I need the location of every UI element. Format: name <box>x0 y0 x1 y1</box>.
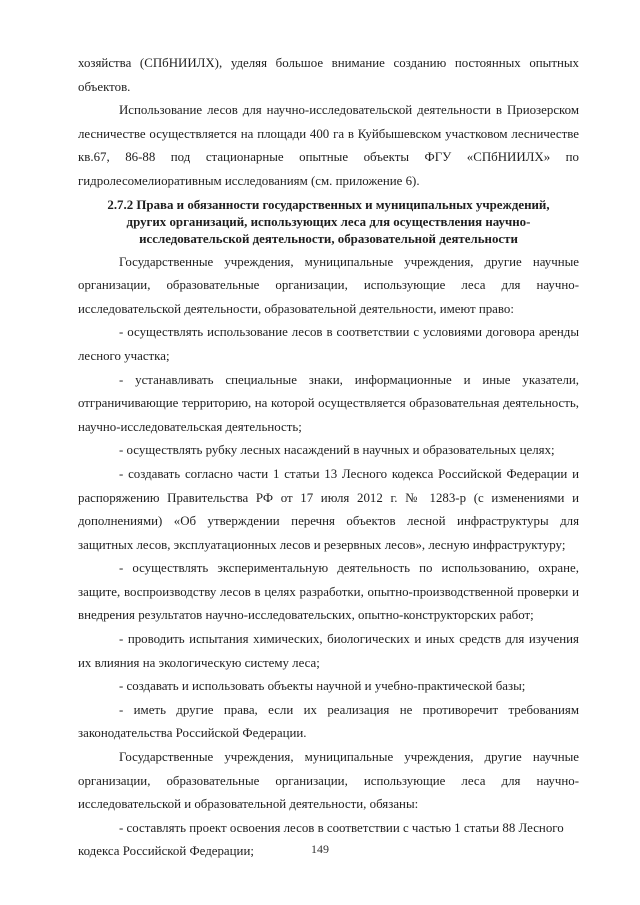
list-item-right-7: - создавать и использовать объекты научной и учебно-практической базы; <box>119 679 526 694</box>
list-item-right-2: - устанавливать специальные знаки, информационные и иные указатели, отграничивающие территорию, на которой осуществляется образовательная деятельность, научно-исследовательская деятельность; <box>78 372 579 434</box>
list-item-right-3: - осуществлять рубку лесных насаждений в научных и образовательных целях; <box>119 443 555 458</box>
paragraph-obligations-intro: Государственные учреждения, муниципальные учреждения, другие научные организации, образовательные организации, использующие леса для научно-исследовательской и образовательной деятельности, обязаны: <box>78 750 579 812</box>
document-page <box>78 52 579 864</box>
list-item-right-6: - проводить испытания химических, биологических и иных средств для изучения их влияния на экологическую систему леса; <box>78 632 579 670</box>
list-item-right-1: - осуществлять использование лесов в соответствии с условиями договора аренды лесного участка; <box>78 325 579 363</box>
list-item-obligation-1: - составлять проект освоения лесов в соответствии с частью 1 статьи 88 Лесного кодекса Российской Федерации; <box>78 820 564 859</box>
paragraph-continuation: хозяйства (СПбНИИЛХ), уделяя большое внимание созданию постоянных опытных объектов. <box>78 56 579 94</box>
section-heading: 2.7.2 Права и обязанности государственных и муниципальных учреждений, других организаций, использующих леса для осуществления научно-исследовательской деятельности, образовательной деятельности <box>107 197 550 246</box>
list-item-right-5: - осуществлять экспериментальную деятельность по использованию, охране, защите, воспроизводству лесов в целях разработки, опытно-производственной проверки и внедрения результатов научно-исследовательских, опытно-конструкторских работ; <box>78 561 579 623</box>
page-number: 149 <box>311 842 329 856</box>
list-item-right-8: - иметь другие права, если их реализация не противоречит требованиям законодательства Российской Федерации. <box>78 702 579 741</box>
paragraph-forest-use: Использование лесов для научно-исследовательской деятельности в Приозерском лесничестве осуществляется на площади 400 га в Куйбышевском участковом лесничестве кв.67, 86-88 под стационарные опытные объекты ФГУ «СПбНИИЛХ» по гидролесомелиоративным исследованиям (см. приложение 6). <box>78 103 579 188</box>
list-item-right-4: - создавать согласно части 1 статьи 13 Лесного кодекса Российской Федерации и распоряжению Правительства РФ от 17 июля 2012 г. № 1283-р (с изменениями и дополнениями) «Об утверждении перечня объектов лесной инфраструктуры для защитных лесов, эксплуатационных лесов и резервных лесов», лесную инфраструктуру; <box>78 466 579 552</box>
paragraph-rights-intro: Государственные учреждения, муниципальные учреждения, другие научные организации, образовательные организации, использующие леса для научно-исследовательской деятельности, образовательной деятельности, имеют право: <box>78 254 579 316</box>
